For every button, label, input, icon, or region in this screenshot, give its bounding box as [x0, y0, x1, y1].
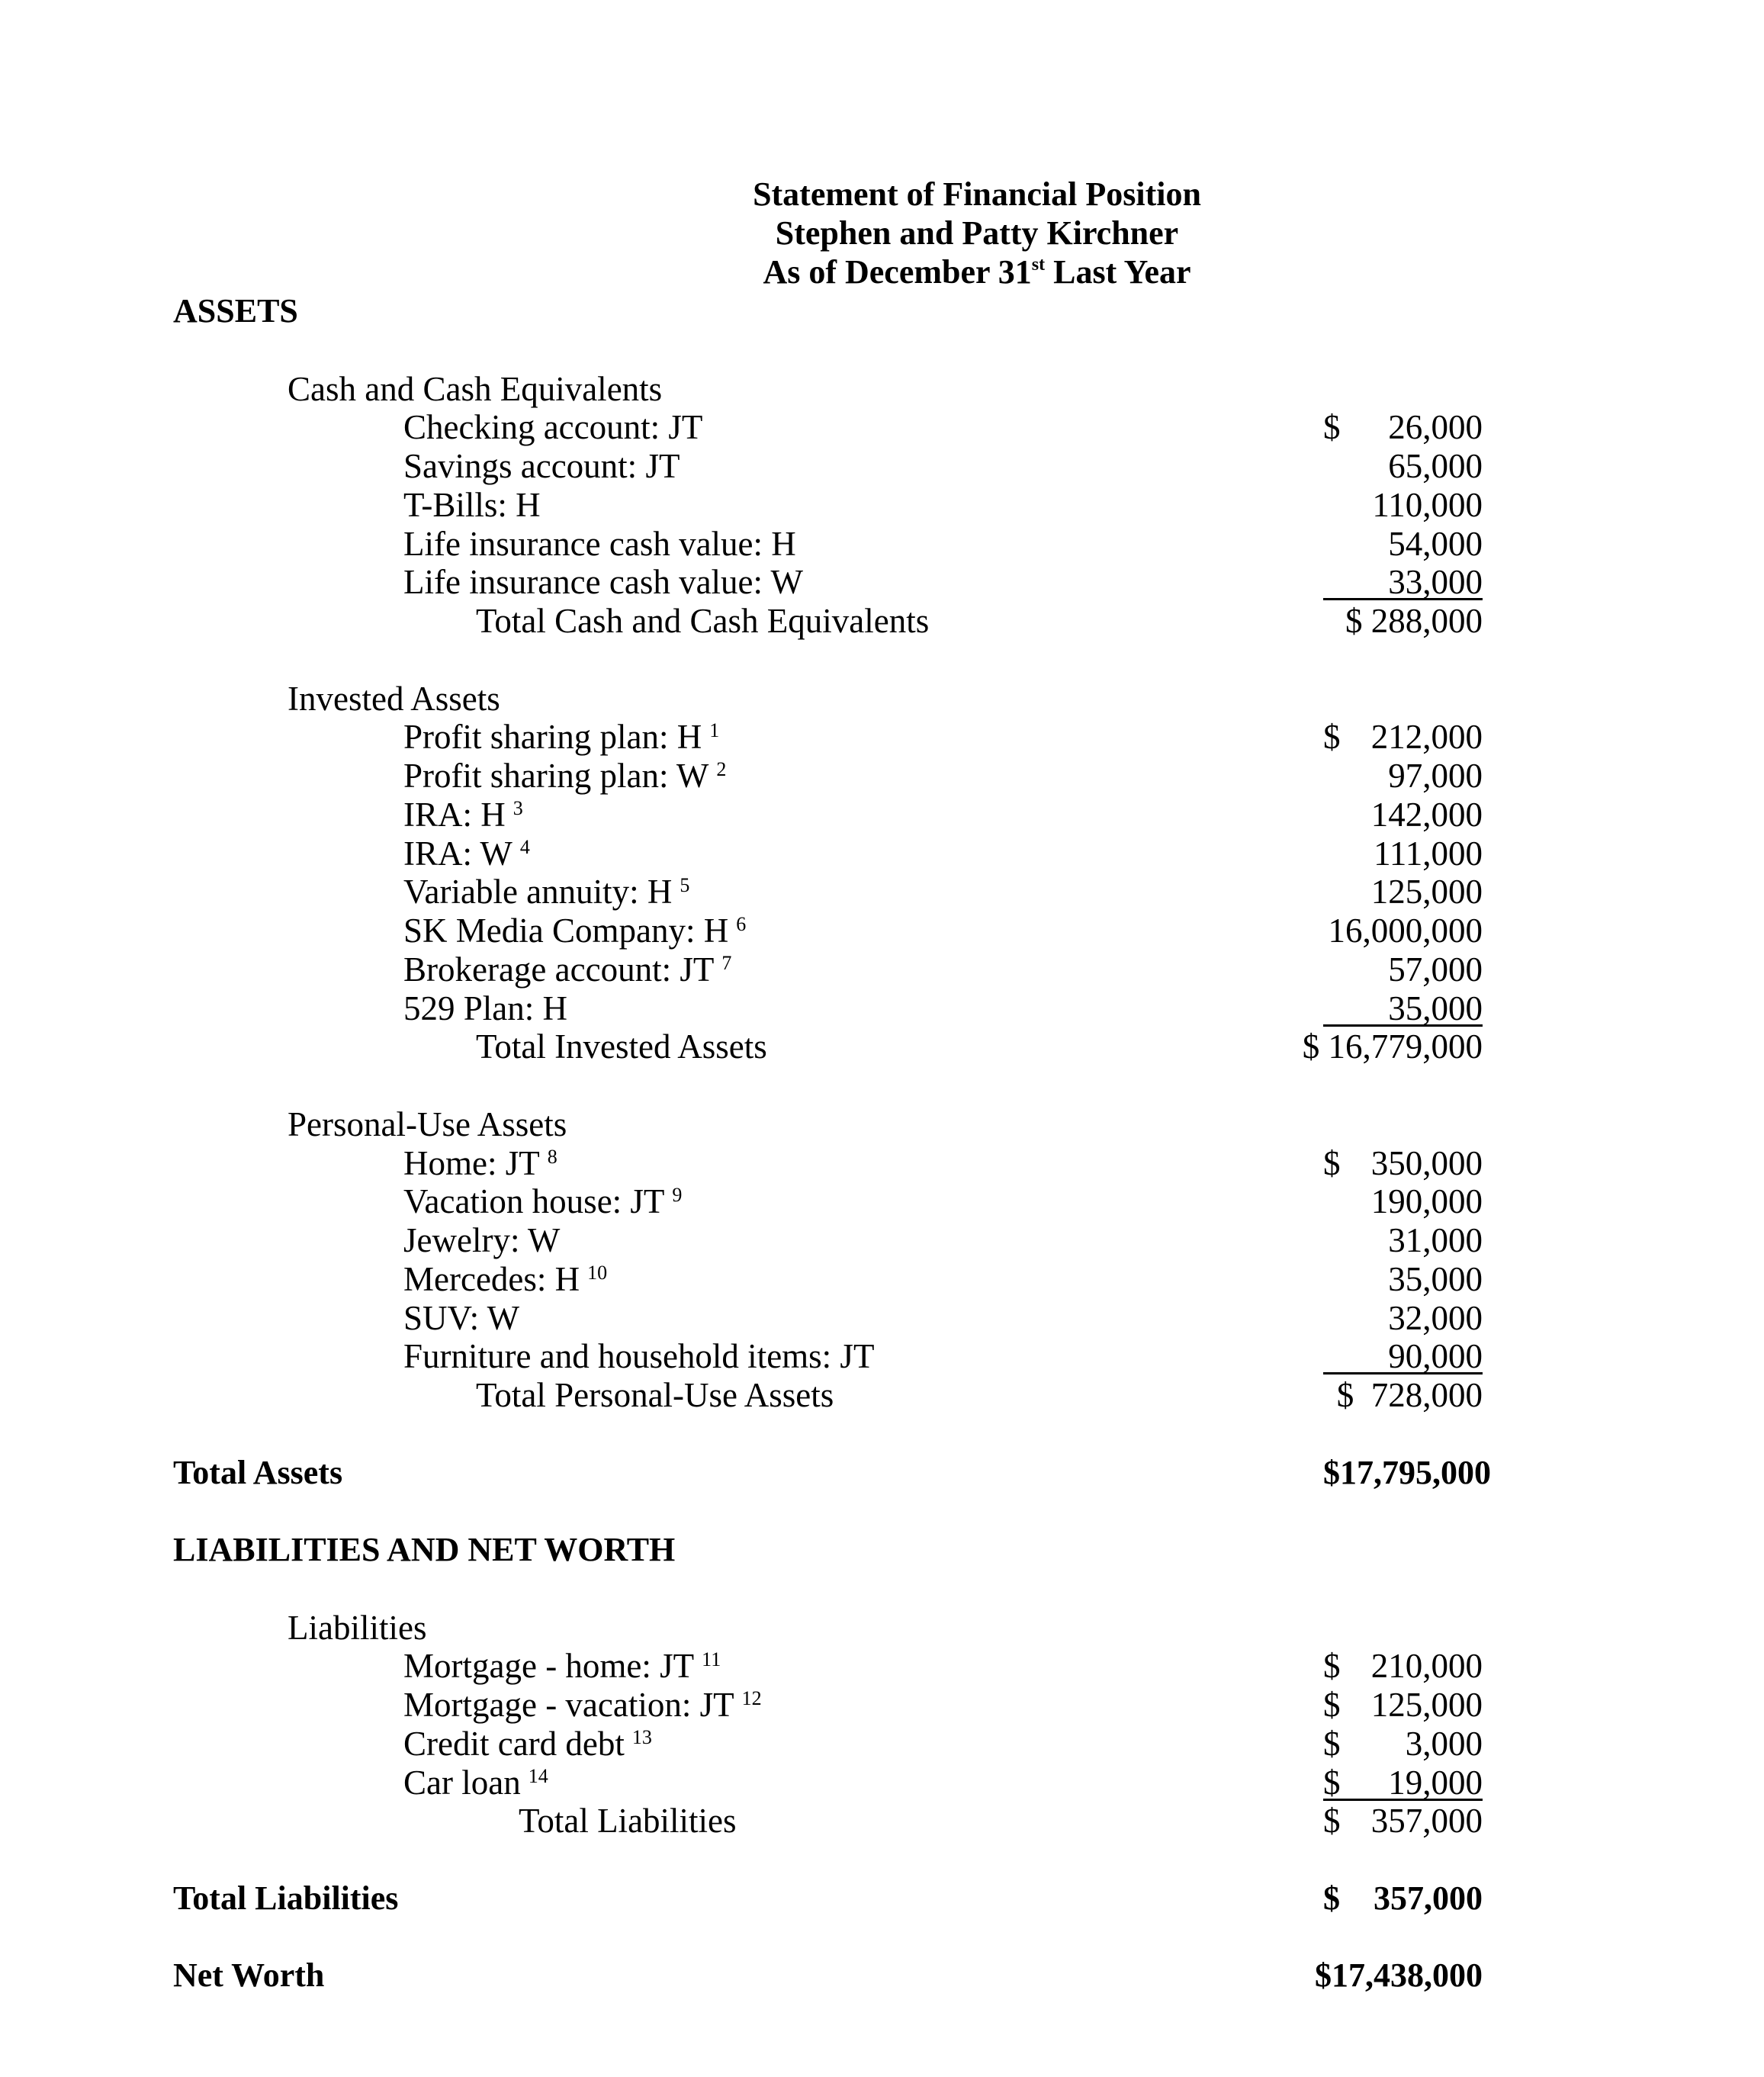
total-row — [0, 1376, 1764, 1415]
item-row — [0, 408, 1764, 447]
label-text: Liabilities — [288, 1608, 427, 1647]
spacer — [0, 641, 1764, 680]
statement-title: Statement of Financial Position — [753, 175, 1201, 213]
subtotal-rule — [1323, 1024, 1483, 1027]
total-label — [476, 1027, 767, 1066]
footnote-marker: 2 — [716, 758, 727, 780]
amount: 142,000 — [1370, 795, 1483, 834]
label-text: Mortgage - vacation: JT — [403, 1686, 734, 1724]
label-text: Car loan — [403, 1763, 521, 1802]
amount: 212,000 — [1370, 718, 1483, 757]
footnote-marker: 3 — [512, 796, 523, 819]
item-row — [0, 950, 1764, 989]
item-row — [0, 989, 1764, 1028]
label-text: Brokerage account: JT — [403, 950, 715, 989]
dollar-sign: $ — [1323, 1763, 1341, 1802]
label-text: SUV: W — [403, 1298, 520, 1337]
section-label — [288, 680, 500, 719]
item-row — [0, 1182, 1764, 1221]
amount: $ 728,000 — [1336, 1376, 1483, 1414]
footnote-marker: 9 — [672, 1184, 683, 1207]
amount: 33,000 — [1388, 563, 1483, 602]
item-label — [403, 486, 541, 525]
amount: 357,000 — [1370, 1802, 1483, 1841]
spacer — [0, 1415, 1764, 1454]
item-label — [403, 796, 523, 834]
amount: 210,000 — [1370, 1647, 1483, 1686]
grand-label — [173, 1454, 342, 1493]
grand-label — [173, 1879, 398, 1918]
item-label — [403, 1764, 548, 1802]
label-text: Cash and Cash Equivalents — [288, 369, 663, 408]
item-row — [0, 1764, 1764, 1802]
item-label — [403, 447, 680, 486]
section-label — [288, 370, 662, 409]
item-label — [403, 525, 796, 564]
footnote-marker: 7 — [721, 951, 732, 974]
item-row — [0, 757, 1764, 796]
spacer — [0, 1841, 1764, 1879]
label-text: Total Cash and Cash Equivalents — [476, 602, 930, 640]
dollar-sign: $ — [1323, 1647, 1341, 1686]
item-label — [403, 873, 689, 912]
label-text: Mortgage - home: JT — [403, 1647, 695, 1686]
footnote-marker: 11 — [702, 1648, 721, 1671]
amount: 350,000 — [1370, 1143, 1483, 1182]
amount: 90,000 — [1388, 1337, 1483, 1376]
amount: 3,000 — [1405, 1724, 1483, 1763]
label-text: Checking account: JT — [403, 408, 703, 447]
section-row — [0, 370, 1764, 409]
amount: $17,795,000 — [1323, 1453, 1491, 1491]
item-label — [403, 1144, 557, 1183]
item-row — [0, 1299, 1764, 1338]
item-row — [0, 718, 1764, 757]
amount: 111,000 — [1374, 834, 1483, 873]
grand-row — [0, 1956, 1764, 1995]
item-label — [403, 1260, 607, 1299]
grand-row — [0, 1454, 1764, 1493]
item-label — [403, 718, 719, 757]
item-row — [0, 834, 1764, 873]
amount: $17,438,000 — [1315, 1956, 1483, 1995]
section-row — [0, 1609, 1764, 1648]
dollar-sign: $ — [1323, 718, 1341, 757]
amount: 35,000 — [1388, 1259, 1483, 1298]
amount: 97,000 — [1388, 757, 1483, 795]
footnote-marker: 14 — [528, 1764, 548, 1787]
amount: $ 16,779,000 — [1302, 1027, 1483, 1066]
item-row — [0, 486, 1764, 525]
subtotal-rule — [1323, 1799, 1483, 1801]
dollar-sign: $ — [1323, 1802, 1341, 1841]
item-row — [0, 1647, 1764, 1686]
item-label — [403, 408, 702, 447]
label-text: Jewelry: W — [403, 1221, 561, 1259]
section-row — [0, 1105, 1764, 1144]
section-row — [0, 680, 1764, 719]
item-label — [403, 950, 731, 989]
dollar-sign: $ — [1323, 1879, 1340, 1917]
amount: 125,000 — [1370, 873, 1483, 912]
footnote-marker: 10 — [587, 1261, 608, 1284]
section-label — [288, 1609, 426, 1648]
label-text: Total Personal-Use Assets — [476, 1376, 834, 1414]
item-label — [403, 1221, 560, 1260]
section-label — [288, 1105, 567, 1144]
spacer — [0, 331, 1764, 370]
label-text: Life insurance cash value: W — [403, 563, 803, 602]
item-row — [0, 525, 1764, 564]
label-text: Savings account: JT — [403, 447, 680, 485]
item-row — [0, 1260, 1764, 1299]
label-text: Profit sharing plan: W — [403, 757, 709, 795]
amount: 35,000 — [1388, 989, 1483, 1027]
dollar-sign: $ — [1323, 1724, 1341, 1763]
label-text: Credit card debt — [403, 1724, 625, 1763]
item-label — [403, 1182, 682, 1221]
item-label — [403, 1725, 652, 1764]
statement-date: As of December 31st Last Year — [763, 253, 1191, 291]
label-text: Profit sharing plan: H — [403, 718, 702, 757]
heading-row — [0, 1531, 1764, 1570]
item-label — [403, 912, 746, 950]
footnote-marker: 12 — [741, 1687, 762, 1709]
total-row — [0, 1802, 1764, 1841]
total-row — [0, 602, 1764, 641]
dollar-sign: $ — [1323, 408, 1341, 447]
amount: 19,000 — [1388, 1763, 1483, 1802]
amount: 190,000 — [1370, 1182, 1483, 1221]
amount: 54,000 — [1388, 524, 1483, 563]
amount: 26,000 — [1388, 408, 1483, 447]
label-text: Total Liabilities — [519, 1802, 737, 1841]
amount: 357,000 — [1374, 1879, 1483, 1917]
item-label — [403, 1299, 519, 1338]
label-text: Total Assets — [173, 1453, 343, 1491]
label-text: Personal-Use Assets — [288, 1104, 567, 1143]
label-text: Variable annuity: H — [403, 873, 673, 912]
label-text: T-Bills: H — [403, 485, 541, 524]
dollar-sign: $ — [1323, 1143, 1341, 1182]
amount: 32,000 — [1388, 1298, 1483, 1337]
label-text: SK Media Company: H — [403, 912, 729, 950]
label-text: 529 Plan: H — [403, 989, 568, 1027]
label-text: Total Invested Assets — [476, 1027, 767, 1066]
item-row — [0, 563, 1764, 602]
heading-label — [173, 1531, 675, 1570]
label-text: Furniture and household items: JT — [403, 1337, 875, 1376]
label-text: Home: JT — [403, 1143, 540, 1182]
amount: 57,000 — [1388, 950, 1483, 989]
item-label — [403, 757, 726, 796]
footnote-marker: 6 — [736, 913, 747, 935]
total-label — [519, 1802, 737, 1841]
statement-subtitle: Stephen and Patty Kirchner — [775, 214, 1179, 252]
item-row — [0, 912, 1764, 950]
label-text: Invested Assets — [288, 679, 500, 718]
item-row — [0, 873, 1764, 912]
spacer — [0, 1492, 1764, 1531]
item-label — [403, 1337, 874, 1376]
statement-body — [0, 292, 1764, 1995]
item-row — [0, 1144, 1764, 1183]
amount: 125,000 — [1370, 1686, 1483, 1724]
grand-row — [0, 1879, 1764, 1918]
item-row — [0, 796, 1764, 834]
total-label — [476, 602, 929, 641]
footnote-marker: 4 — [519, 835, 530, 858]
footnote-marker: 1 — [709, 719, 720, 742]
amount: 65,000 — [1388, 447, 1483, 485]
item-row — [0, 1221, 1764, 1260]
total-label — [476, 1376, 834, 1415]
item-label — [403, 563, 803, 602]
heading-label — [173, 292, 298, 331]
label-text: IRA: W — [403, 834, 512, 873]
label-text: Total Liabilities — [173, 1879, 399, 1917]
label-text: Net Worth — [173, 1956, 325, 1995]
subtotal-rule — [1323, 1372, 1483, 1374]
spacer — [0, 1918, 1764, 1957]
label-text: LIABILITIES AND NET WORTH — [173, 1531, 676, 1568]
footnote-marker: 13 — [631, 1725, 652, 1748]
spacer — [0, 1570, 1764, 1609]
amount: 31,000 — [1388, 1221, 1483, 1259]
item-row — [0, 447, 1764, 486]
footnote-marker: 8 — [547, 1145, 557, 1168]
amount: $ 288,000 — [1345, 602, 1483, 640]
amount: 110,000 — [1372, 485, 1483, 524]
label-text: Vacation house: JT — [403, 1182, 665, 1221]
label-text: Life insurance cash value: H — [403, 524, 796, 563]
item-label — [403, 1686, 762, 1725]
subtotal-rule — [1323, 598, 1483, 600]
item-label — [403, 834, 530, 873]
item-row — [0, 1686, 1764, 1725]
item-label — [403, 1647, 721, 1686]
item-row — [0, 1337, 1764, 1376]
item-label — [403, 989, 567, 1028]
total-row — [0, 1027, 1764, 1066]
amount: 16,000,000 — [1328, 912, 1483, 950]
label-text: Mercedes: H — [403, 1259, 580, 1298]
footnote-marker: 5 — [680, 874, 690, 897]
item-row — [0, 1725, 1764, 1764]
dollar-sign: $ — [1323, 1686, 1341, 1724]
grand-label — [173, 1956, 324, 1995]
label-text: IRA: H — [403, 795, 506, 834]
label-text: ASSETS — [173, 292, 298, 330]
spacer — [0, 1066, 1764, 1105]
heading-row — [0, 292, 1764, 331]
